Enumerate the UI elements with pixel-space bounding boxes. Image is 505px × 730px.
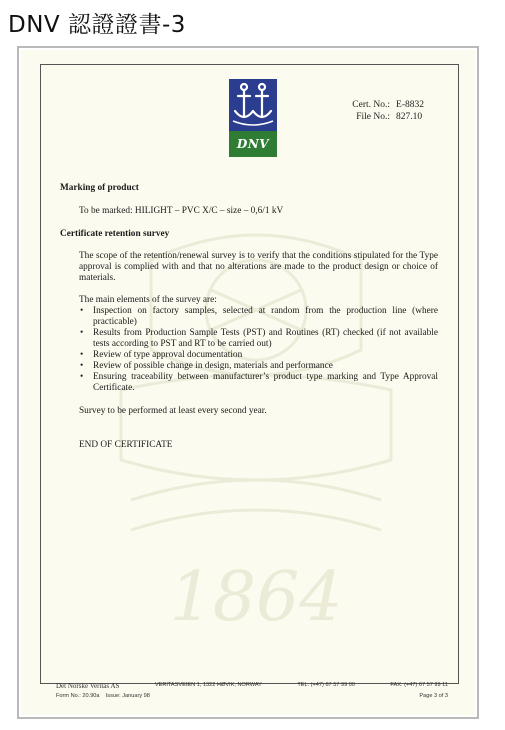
certificate-body: [60, 183, 438, 451]
certificate-numbers: [346, 99, 424, 123]
marking-heading: Marking of product: [60, 183, 139, 193]
elements-intro: The main elements of the survey are:: [79, 295, 217, 305]
certificate-border: [40, 64, 459, 684]
footer-address: VERITASVEIEN 1, 1322 HØVIK, NORWAY: [154, 682, 262, 688]
marking-text: To be marked: HILIGHT – PVC X/C – size – 0,6/1 kV: [79, 206, 284, 216]
footer-tel: TEL: (+47) 67 57 99 00: [297, 682, 355, 688]
footer-company: Det Norske Veritas AS: [56, 682, 120, 690]
certificate-image: [17, 46, 479, 719]
list-item: • Review of possible change in design, materials and performance: [79, 361, 438, 372]
survey-frequency-text: Survey to be performed at least every second year.: [79, 406, 267, 416]
list-item: • Results from Production Sample Tests (PST) and Routines (RT) checked (if not available tests according to PST and RT to be carried out): [79, 328, 438, 350]
cert-no-label: Cert. No.:: [352, 100, 391, 110]
file-no-value: 827.10: [396, 112, 423, 122]
certificate-paper: [21, 50, 475, 715]
survey-elements-list: [60, 306, 438, 394]
list-item: • Inspection on factory samples, selected at random from the production line (where practicable): [79, 306, 438, 328]
end-of-certificate: END OF CERTIFICATE: [79, 440, 173, 450]
watermark-year: 1864: [169, 558, 343, 637]
page-title: DNV 認證證書-3: [8, 12, 186, 38]
survey-scope-text: The scope of the retention/renewal survey is to verify that the conditions stipulated for the Type approval is complied with and that no alterations are made to the product design or choice of materials.: [79, 251, 438, 283]
dnv-wordmark: [229, 131, 277, 157]
survey-heading: Certificate retention survey: [60, 229, 170, 239]
anchor-logo-icon: [229, 79, 277, 131]
footer-form-no: Form No.: 20.90a: [56, 693, 100, 699]
file-no-label: File No.:: [356, 112, 391, 122]
certificate-footer: [56, 682, 448, 699]
dnv-logo-text: DNV: [236, 137, 270, 151]
footer-fax: FAX: (+47) 67 57 99 11: [390, 682, 448, 688]
list-item: • Ensuring traceability between manufacturer’s product type marking and Type Approval Certificate.: [79, 372, 438, 394]
dnv-logo: [229, 79, 277, 157]
cert-no-value: E-8832: [396, 100, 424, 110]
footer-issue: Issue: January 98: [105, 693, 150, 699]
footer-page: Page 3 of 3: [419, 693, 448, 699]
list-item: • Review of type approval documentation: [79, 350, 438, 361]
